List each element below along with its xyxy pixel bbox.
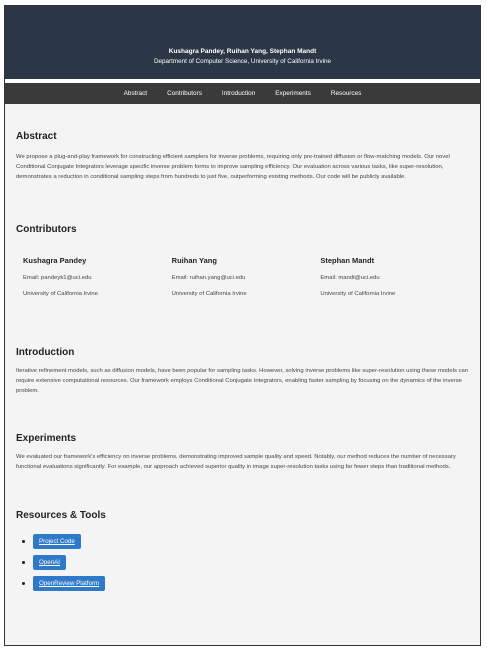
- contributors-grid: [16, 256, 469, 297]
- contributor-card: [23, 256, 172, 297]
- contributor-email: Email: mandt@uci.edu: [320, 275, 380, 281]
- nav-link-experiments[interactable]: Experiments: [275, 90, 311, 97]
- introduction-text: Iterative refinement models, such as diffusion models, have been popular for sampling tasks. However, solving inverse problems like super-resolution using these models can require extensive computational resources. Our framework employs Conditional Conjugate Integrators, enabling faster sampling by focusing on the dynamics of the inverse problem.: [16, 368, 469, 394]
- list-item: [22, 576, 469, 591]
- contributor-email: Email: pandeyk1@uci.edu: [23, 275, 92, 281]
- department-line: Department of Computer Science, University of California Irvine: [153, 58, 332, 65]
- page-frame: [4, 5, 481, 646]
- project-code-button[interactable]: Project Code: [33, 534, 81, 549]
- openai-button[interactable]: OpenAI: [33, 555, 66, 570]
- bullet-icon: [22, 582, 25, 585]
- contributor-name: Kushagra Pandey: [23, 256, 87, 265]
- experiments-heading: Experiments: [16, 433, 77, 444]
- page-header: [5, 6, 480, 79]
- contributor-affiliation: University of California Irvine: [320, 291, 396, 297]
- contributor-affiliation: University of California Irvine: [23, 291, 98, 297]
- nav-link-introduction[interactable]: Introduction: [221, 90, 256, 97]
- openreview-button[interactable]: OpenReview Platform: [33, 576, 105, 591]
- introduction-section: [16, 347, 469, 396]
- contributors-section: [16, 224, 469, 297]
- introduction-heading: Introduction: [16, 347, 75, 358]
- contributor-card: [172, 256, 321, 297]
- contributor-name: Ruihan Yang: [171, 256, 217, 265]
- list-item: [22, 555, 469, 570]
- contributor-affiliation: University of California Irvine: [171, 291, 247, 297]
- contributor-card: [320, 256, 469, 297]
- abstract-text: We propose a plug-and-play framework for constructing efficient samplers for inverse problems, requiring only pre-trained diffusion or flow-matching models. Our novel Conditional Conjugate Integrators leverage specific inverse problem forms to improve sampling efficiency. Our evaluation across various tasks, like super-resolution, demonstrates a reduction in conditional sampling steps from hundreds to just five, outperforming existing methods. Our code will be publicly available.: [16, 154, 450, 180]
- contributors-heading: Contributors: [16, 224, 77, 235]
- experiments-text: We evaluated our framework's efficiency on inverse problems, demonstrating improved sample quality and speed. Notably, our method reduces the number of necessary functional evaluations significantly. For example, our approach achieved superior quality in image super-resolution tasks using far fewer steps than traditional methods.: [16, 454, 456, 470]
- contributor-email: Email: ruihan.yang@uci.edu: [171, 275, 246, 281]
- main-nav: [5, 83, 480, 104]
- resources-heading: Resources & Tools: [16, 510, 106, 521]
- nav-link-resources[interactable]: Resources: [330, 90, 362, 97]
- contributor-name: Stephan Mandt: [320, 256, 375, 265]
- list-item: [22, 534, 469, 549]
- nav-link-contributors[interactable]: Contributors: [167, 90, 202, 97]
- authors-line: Kushagra Pandey, Ruihan Yang, Stephan Mandt: [168, 48, 317, 55]
- nav-link-abstract[interactable]: Abstract: [123, 90, 148, 97]
- abstract-section: [16, 131, 469, 182]
- bullet-icon: [22, 540, 25, 543]
- main-content: [5, 131, 480, 591]
- resources-section: [16, 510, 469, 591]
- abstract-heading: Abstract: [16, 131, 57, 142]
- bullet-icon: [22, 561, 25, 564]
- experiments-section: [16, 433, 469, 472]
- resources-list: [22, 534, 469, 591]
